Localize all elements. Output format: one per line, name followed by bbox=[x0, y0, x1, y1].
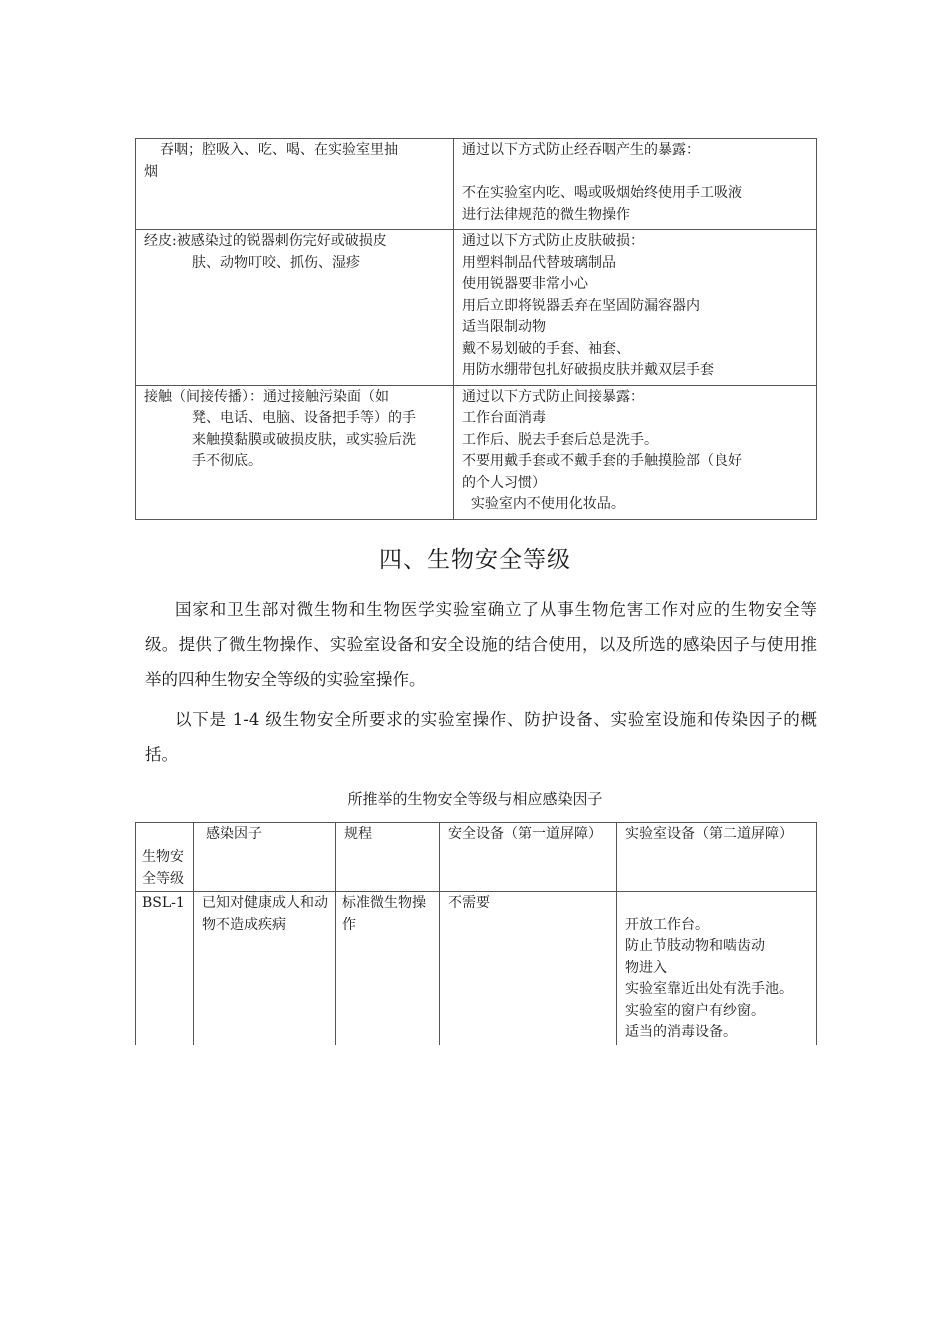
prevention-line: 的个人习惯） bbox=[462, 474, 546, 491]
practice-cell bbox=[336, 892, 440, 1045]
prevention-line: 用防水绷带包扎好破损皮肤并戴双层手套 bbox=[462, 362, 714, 378]
header-practice bbox=[336, 823, 440, 892]
table-header-row bbox=[136, 823, 817, 892]
prevention-line bbox=[462, 162, 810, 184]
paragraph-text: 以下是 1-4 级生物安全所要求的实验室操作、防护设备、实验室设施和传染因子的概括。 bbox=[145, 710, 817, 764]
table-row bbox=[136, 230, 817, 386]
level-cell bbox=[136, 892, 194, 1045]
prevention-line: 使用锐器要非常小心 bbox=[462, 276, 588, 292]
exposure-prevention-table bbox=[135, 138, 817, 520]
section-heading: 四、生物安全等级 bbox=[379, 547, 571, 573]
prevention-line: 通过以下方式防止皮肤破损： bbox=[462, 233, 644, 249]
agent-text: 已知对健康成人和动物不造成疾病 bbox=[202, 895, 328, 933]
bsl-table bbox=[135, 822, 817, 1045]
secondary-line: 防止节肢动物和啮齿动 bbox=[625, 938, 765, 954]
primary-text: 不需要 bbox=[448, 895, 490, 911]
secondary-line: 实验室的窗户有纱窗。 bbox=[625, 1002, 765, 1019]
paragraph bbox=[145, 702, 817, 772]
prevention-line: 工作台面消毒 bbox=[462, 410, 546, 426]
prevention-line: 工作后、脱去手套后总是洗手。 bbox=[462, 431, 658, 448]
exposure-route-cell bbox=[136, 385, 454, 519]
prevention-line: 适当限制动物 bbox=[462, 319, 546, 335]
prevention-line: 通过以下方式防止经吞咽产生的暴露： bbox=[462, 142, 700, 158]
route-line: 来触摸黏膜或破损皮肤，或实验后洗 bbox=[192, 431, 416, 448]
prevention-cell bbox=[454, 385, 817, 519]
prevention-cell bbox=[454, 139, 817, 230]
table-row bbox=[136, 892, 817, 1045]
prevention-line: 不要用戴手套或不戴手套的手触摸脸部（良好 bbox=[462, 453, 742, 469]
paragraph bbox=[145, 592, 817, 697]
paragraph-text: 国家和卫生部对微生物和生物医学实验室确立了从事生物危害工作对应的生物安全等级。提供了微生物操作、实验室设备和安全设施的结合使用，以及所选的感染因子与使用推举的四种生物安全等级的实验室操作。 bbox=[145, 600, 817, 689]
prevention-line: 不在实验室内吃、喝或吸烟始终使用手工吸液 bbox=[462, 185, 742, 201]
route-line: 经皮:被感染过的锐器刺伤完好或破损皮 bbox=[144, 233, 387, 249]
level-text: BSL-1 bbox=[142, 895, 185, 911]
secondary-line: 开放工作台。 bbox=[625, 916, 709, 933]
prevention-line: 用后立即将锐器丢弃在坚固防漏容器内 bbox=[462, 297, 700, 314]
secondary-line: 适当的消毒设备。 bbox=[625, 1024, 737, 1040]
spacer bbox=[625, 893, 811, 915]
route-line: 手不彻底。 bbox=[192, 453, 262, 469]
prevention-line: 用塑料制品代替玻璃制品 bbox=[462, 254, 616, 271]
exposure-route-cell bbox=[136, 230, 454, 386]
header-level bbox=[136, 823, 194, 892]
header-primary-barrier bbox=[440, 823, 617, 892]
table-caption: 所推举的生物安全等级与相应感染因子 bbox=[347, 790, 603, 808]
route-line: 接触（间接传播）：通过接触污染面（如 bbox=[144, 388, 389, 405]
agent-cell bbox=[194, 892, 336, 1045]
header-agent-text: 感染因子 bbox=[206, 826, 262, 842]
header-secondary-text: 实验室设备（第二道屏障） bbox=[625, 826, 793, 842]
route-line: 吞咽；腔吸入、吃、喝、在实验室里抽 bbox=[160, 142, 398, 158]
route-line: 凳、电话、电脑、设备把手等）的手 bbox=[192, 410, 416, 426]
table-row bbox=[136, 139, 817, 230]
primary-barrier-cell bbox=[440, 892, 617, 1045]
secondary-line: 物进入 bbox=[625, 959, 667, 976]
header-practice-text: 规程 bbox=[344, 826, 372, 842]
secondary-line: 实验室靠近出处有洗手池。 bbox=[625, 981, 793, 997]
route-line: 肤、动物叮咬、抓伤、湿疹 bbox=[192, 254, 360, 271]
route-line: 烟 bbox=[144, 163, 158, 180]
header-primary-text: 安全设备（第一道屏障） bbox=[448, 826, 602, 842]
prevention-cell bbox=[454, 230, 817, 386]
prevention-line: 进行法律规范的微生物操作 bbox=[462, 206, 630, 223]
header-agent bbox=[194, 823, 336, 892]
header-level-text: 生物安全等级 bbox=[142, 849, 184, 887]
prevention-line: 戴不易划破的手套、袖套、 bbox=[462, 340, 630, 357]
header-secondary-barrier bbox=[617, 823, 817, 892]
table-row bbox=[136, 385, 817, 519]
exposure-route-cell bbox=[136, 139, 454, 230]
prevention-line: 通过以下方式防止间接暴露： bbox=[462, 388, 644, 405]
practice-text: 标准微生物操作 bbox=[342, 895, 426, 933]
secondary-barrier-cell bbox=[617, 892, 817, 1045]
prevention-line: 实验室内不使用化妆品。 bbox=[462, 496, 625, 512]
